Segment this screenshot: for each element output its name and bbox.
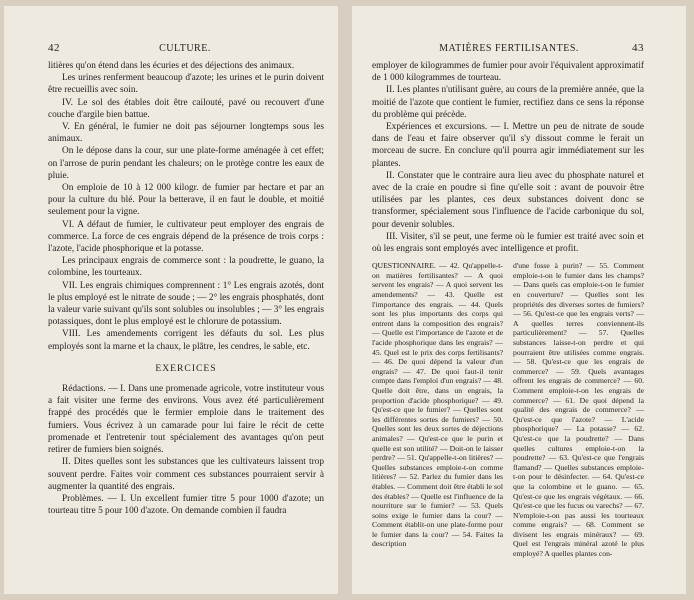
paragraph: litières qu'on étend dans les écuries et des déjections des animaux. [48,61,295,71]
page-number: 42 [48,42,60,54]
right-body [372,60,644,255]
running-head: MATIÈRES FERTILISANTES. [439,43,579,54]
paragraph: V. En général, le fumier ne doit pas séjourner longtemps sous les animaux. [48,122,324,145]
paragraph: employer de kilogrammes de fumier pour avoir l'équivalent approximatif de 1 000 kilogrammes de tourteau. [372,61,644,84]
paragraph: Les urines renferment beaucoup d'azote; les urines et le purin doivent être recueillis avec soin. [48,73,324,96]
exercise-paragraph: II. Dites quelles sont les substances que les cultivateurs laissent trop souvent perdre. Faites voir comment ces substances pourraient servir à augmenter la quantité des engrais. [48,457,324,492]
paragraph: VIII. Les amendements corrigent les défauts du sol. Les plus employés sont la marne et la chaux, le plâtre, les cendres, le sable, etc. [48,329,324,352]
paragraph: VI. A défaut de fumier, le cultivateur peut employer des engrais de commerce. La force de ces engrais dépend de la présence de trois corps : l'azote, l'acide phosphorique et la potasse. [48,219,324,255]
left-body [48,60,324,517]
exercises-title: EXERCICES [155,362,217,374]
paragraph: III. Visiter, s'il se peut, une ferme où le fumier est traité avec soin et où les engrais sont employés avec intelligence et profit. [372,231,644,255]
questionnaire-column-2: d'une fosse à purin? — 55. Comment emploie-t-on le fumier dans les champs? — Dans quels cas emploie-t-on le fumier en couverture? — Quelles sont les propriétés des diverses sortes de fumiers? — 56. Qu'est-ce que les engrais verts? — A quelles terres conviennent-ils particulièrement? — 57. Quelles substances laisse-t-on perdre et qui pourraient être utilisées comme engrais. — 58. Qu'est-ce que les engrais de commerce? — 59. Quels avantages offrent les engrais de commerce? — 60. Comment emploie-t-on les engrais de commerce? — 61. De quoi dépend la qualité des engrais de commerce? — Qu'est-ce que l'azote? — L'acide phosphorique? — La potasse? — 62. Qu'est-ce que la poudrette? — Dans quelles cultures emploie-t-on la poudrette? — 63. Qu'est-ce que l'engrais flamand? — Quelles substances emploie-t-on pour le désinfecter. — 64. Qu'est-ce que la colombine et le guano. — 65. Qu'est-ce que les engrais végétaux. — 66. Qu'est-ce que les fucus ou varechs? — 67. N'emploie-t-on pas aussi les tourteaux comme engrais? — 68. Comment se divisent les engrais minéraux? — 69. Quel est l'engrais minéral azoté le plus employé? A quelles plantes con- [513,261,644,559]
exercise-paragraph: Rédactions. — I. Dans une promenade agricole, votre instituteur vous a fait visiter une ferme des environs. Vous avez été particulièrement frappé des procédés que le fermier emploie dans le traitement des fumiers. Vous écrivez à un camarade pour lui faire le récit de cette promenade et l'entretenir tout spécialement des avantages qu'on peut retirer de fumiers bien soignés. [48,384,324,456]
page-number: 43 [631,42,644,54]
paragraph: On emploie de 10 à 12 000 kilogr. de fumier par hectare et par an pour la culture du blé. Pour la betterave, il en faut le double, et moitié seulement pour la vigne. [48,183,324,218]
right-page [352,6,686,594]
running-head: CULTURE. [159,43,211,54]
paragraph: Expériences et excursions. — I. Mettre un peu de nitrate de soude dans de l'eau et faire observer qu'il s'y dissout comme le ferait un morceau de sucre. En conclure qu'il pourra agir immédiatement sur les plantes. [372,122,644,169]
left-header [48,42,324,54]
paragraph: IV. Le sol des étables doit être cailouté, pavé ou recouvert d'une couche d'argile bien battue. [48,97,324,120]
paragraph: II. Constater que le contraire aura lieu avec du phosphate naturel et avec de la craie en poudre si fine qu'elle soit : avant de pouvoir être utilisées par les plantes, ces deux substances doivent donc se transformer, spécialement sous l'influence de l'acide carbonique du sol, pour devenir solubles. [372,170,644,230]
questionnaire [372,261,644,558]
left-page [4,6,338,594]
paragraph: VII. Les engrais chimiques comprennent : 1° Les engrais azotés, dont le plus employé est le nitrate de soude ; — 2° les engrais phosphatés, dont la valeur varie suivant qu'ils sont solubles ou insolubles ; — 3° les engrais potassiques, dont le plus employé est le chlorure de potassium. [48,280,324,328]
right-header [372,42,644,54]
paragraph: On le dépose dans la cour, sur une plate-forme aménagée à cet effet; on l'arrose de purin pendant les chaleurs; on le protège contre les eaux de pluie. [48,146,324,181]
exercise-paragraph: Problèmes. — I. Un excellent fumier titre 5 pour 1000 d'azote; un tourteau titre 5 pour 100 d'azote. On demande combien il faudra [48,493,324,517]
paragraph: Les principaux engrais de commerce sont : la poudrette, le guano, la colombine, les tourteaux. [48,256,324,279]
paragraph: II. Les plantes n'utilisant guère, au cours de la première année, que la moitié de l'azote que contient le fumier, rectifiez dans ce sens la réponse du problème qui précède. [372,85,644,120]
questionnaire-column-1: QUESTIONNAIRE. — 42. Qu'appelle-t-on matières fertilisantes? — A quoi servent les engrais? — A quoi servent les amendements? — 43. Quelle est l'importance des engrais. — 44. Quels sont les plus importants des corps qui entrent dans la composition des engrais? — Quelle est l'importance de l'azote et de l'acide phosphorique dans les engrais? — 45. Quel est le prix des corps fertilisants? — 46. De quoi dépend la valeur d'un engrais? — 47. De quoi faut-il tenir compte dans l'emploi d'un engrais? — 48. Quelle doit être, dans un engrais, la proportion d'acide phosphorique? — 49. Qu'est-ce que le fumier? — Quelles sont les différentes sortes de fumiers? — 50. Quelles sont les deux sortes de déjections animales? — Qu'est-ce que le purin et quelle est son utilité? — Doit-on le laisser perdre? — 51. Qu'appelle-t-on litières? — Quelles substances emploie-t-on comme litières? — 52. Parlez du fumier dans les étables. — Comment doit être établi le sol des étables? — Quelle est l'influence de la nourriture sur le fumier? — 53. Quels soins exige le fumier dans la cour? — Comment établit-on une plate-forme pour le fumier dans la cour? — 54. Faites la description [372,261,503,549]
